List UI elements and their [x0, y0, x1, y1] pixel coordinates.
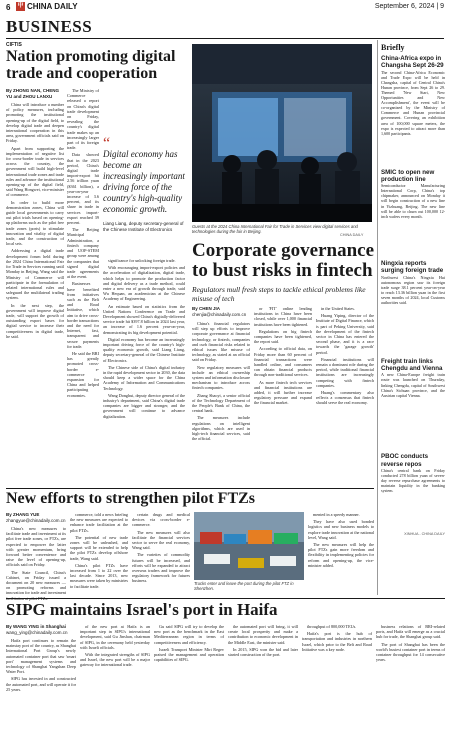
paragraph: The port of Shanghai has been the world's busiest container port in terms of container throughput for 14 consecutive years. [376, 641, 445, 663]
byline-email: wang_ying@chinadaily.com.cn [6, 630, 68, 636]
paragraph: commerce, told a news briefing the new measures are expected to enhance trade facilitation at the pilot FTZs. [70, 512, 128, 533]
article3-byline [6, 512, 66, 524]
paragraph: In the next step, the government will improve digital trade, will support the growth of outstanding export bases for digital service to increase their competitiveness in digital trade, he said. [6, 302, 64, 339]
masthead [0, 0, 450, 16]
paragraph: Huang Yiping, director of the Institute of Digital Finance, which is part of Peking University, said the development of the fintech sector in China has entered the second phase, and it is a race towards the 'garage growth' period. [316, 313, 374, 355]
paragraph: The Beijing Municipal Administration, a fintech company and UOP-STEM group were among the companies that signed digital trade agreements at the event. [67, 227, 99, 280]
article1-col1 [6, 102, 64, 482]
paragraph: An estimate based on statistics from the United Nations Conference on Trade and Development showed China's digitally-delivered service trade hit $397.8 billion in 2024 last year, an increase of 1.6 percent year-on-year, demonstrating its big development potential. [103, 303, 185, 335]
paragraph: The measures include regulations on intelligent algorithms, which are used in high-tech financial services, said the official. [192, 415, 250, 442]
paragraph: significance for unlocking foreign trade. [108, 258, 176, 263]
paragraph: China's pilot FTZs have increased from 1 to 22 over the last decade. Since 2013, new measures were taken by ministries to facilitate trade. [70, 562, 128, 589]
exhibition-photo [192, 44, 372, 222]
article1-col2 [67, 88, 99, 468]
quote-mark-icon: “ [103, 135, 111, 152]
article4-col3 [154, 624, 224, 744]
paragraph: He said the BRI has greatly promoted cross-border e-commerce expansion for China and helped participating economies. [67, 350, 99, 398]
paragraph: certain drugs and medical devices via cross-border e-commerce. [132, 512, 190, 528]
brief-title[interactable]: PBOC conducts reverse repos [381, 453, 429, 468]
article4-byline [6, 624, 76, 636]
paper-name: CHINA DAILY [27, 2, 78, 11]
byline-email: chenjia@chinadaily.com.cn [192, 312, 247, 318]
brief-title[interactable]: Ningxia reports surging foreign trade [381, 260, 444, 275]
article1-col3 [103, 258, 185, 483]
article4-rule [6, 598, 445, 599]
paragraph: mented in a speedy manner. [313, 512, 360, 517]
paragraph: The Ministry of Commerce released a report on China's digital trade development on Friday, revealing the country's digital trade makes up an increasingly larger part of its foreign trade. [67, 88, 99, 151]
brief-body: The second China-Africa Economic and Trade Expo will be held in Changsha, capital of Central China's Hunan province, from Sept 26 to 29. Themed 'New Start, New Opportunities and New Accomplishment', the event will be co-organized by the Ministry of Commerce and Hunan provincial government. Covering an exhibition area of 100,000 square meters, the expo is expected to attract more than 1,600 participants. [381, 69, 445, 136]
paragraph: Regulations on big fintech companies have been tightened, the report said. [254, 328, 312, 345]
paragraph: As more fintech tech services and financial institutions are added, it will further increase regulatory pressure and expand the financial market. [254, 379, 312, 406]
news-photo [192, 44, 372, 222]
paragraph: business relations of BRI-related ports, and Haifa will emerge as a crucial hub for trade, the Shanghai group said. [376, 624, 445, 640]
photo-credit: CHINA DAILY [340, 233, 364, 237]
paragraph: Digital economy has become an increasingly important driving force of the country's high-quality economic growth, said Liang Liang, deputy secretary-general of the Chinese Institute of Electronics. [103, 336, 185, 363]
article4-col2 [80, 624, 150, 744]
article4-headline[interactable]: SIPG maintains Israel's port in Haifa [6, 600, 278, 619]
paragraph: China will introduce a number of policy measures, including promoting the institutional opening-up of the digital field, to develop digital trade and deepen international cooperation in this area, government officials said on Friday. [6, 102, 64, 144]
paragraph: Wang Donghui, deputy director general of the industry's department, said China's digital trade companies are bigger and stronger, and the government will continue to advance digitalization. [103, 392, 185, 419]
paragraph: SIPG has invested in and constructed the automated port, and will operate it for 25 years. [6, 676, 76, 692]
paragraph: Addressing a digital trade development forum held during the 2024 China International Fair for Trade in Services running until Monday in Beijing, Wang said the Ministry of Commerce will participate in the formulation of related international rules and safeguard the multilateral trading system. [6, 248, 64, 301]
article3-col1 [6, 526, 66, 594]
paragraph: With the integrated strengths of SIPG and Israel, the new port will be a major gateway for international trade. [80, 652, 150, 668]
paragraph: Businesses have benefited from initiatives such as the Belt and Road Initiative, which aim to drive cross-border transactions and the need for Internet, fast, transparent and secure payments for trade. [67, 281, 99, 349]
ftz-photo-caption: Trucks enter and leave the port during the pilot FTZ in Shenzhen. [194, 581, 294, 592]
paragraph: With encouraging import-export policies and the acceleration of digitalization, digital trade, which helps to promote the production factor and digital delivery as a trade method, could enter a new era of growth through trade, said Wu Hequan, an academician at the Chinese Academy of Engineering. [103, 265, 185, 302]
pull-quote-attribution: Liang Liang, deputy secretary-general of the Chinese Institute of Electronics [103, 221, 184, 232]
paragraph: Zhang Shaoyi, a senior official of the Technology Department of the People's Bank of China, the central bank. [192, 392, 250, 414]
article1-byline: By ZHONG NAN, CHENG YU and ZHOU LANXU [6, 88, 60, 100]
paragraph: The new measures will also facilitate the financial services sector to serve the real economy, Wang said. [132, 529, 190, 551]
paragraph: the automated port will bring, it will create local prosperity and make a contribution to economic development in the Middle East, the minister said. [228, 624, 298, 645]
brief-title[interactable]: China-Africa expo in Changsha Sept 26-29 [381, 55, 444, 70]
ftz-photo [194, 512, 304, 580]
issue-date: September 6, 2024 | 9 [374, 3, 444, 10]
article4-col1 [6, 638, 76, 744]
article3-col4 [308, 512, 374, 594]
article4-col6 [376, 624, 445, 744]
paragraph: Apart from supporting the implementation of negative list for cross-border trade in services across the country, the government will build high-level international trade zones and trade rules and advance the institutional opening-up of the digital field, said Wang Hongwei, vice-minister of commerce. [6, 145, 64, 198]
paragraph: Huang's commentary also reflects a consensus that fintech should serve the real economy. [316, 390, 374, 406]
article2-headline[interactable]: Corporate governance to bust risks in fintech [192, 240, 375, 281]
paragraph: of the new port at Haifa is an important step in SIPG's international development, said Gu Jinshan, chairman of SIPG, in the ceremony held yesterday with Israeli officials. [80, 624, 150, 650]
byline-name: By WANG YING in Shanghai [6, 624, 66, 629]
article1-kicker: CIFTIS [6, 42, 22, 48]
paragraph: The new measures will help the pilot FTZs gain more freedom and flexibility in implementing policies for reform and opening-up, the vice-minister added. [308, 542, 374, 568]
brief-title[interactable]: Freight train links Chengdu and Vienna [381, 357, 443, 373]
article3-col2 [70, 512, 128, 594]
article3-headline[interactable]: New efforts to strengthen pilot FTZs [6, 490, 256, 507]
paragraph: or 'FIT' online lending institutions in China have been closed, while over 1,000 financial institutions have been tightened. [254, 306, 312, 327]
paragraph: The Chinese side of China's digital industry in the rapid development sector in 2030, the data should keep a wider space for the China Academy of Information and Communications Technology. [103, 364, 185, 391]
page-number: 6 [6, 3, 11, 12]
brief-title[interactable]: SMIC to open new production line [381, 168, 435, 183]
paper-logo [16, 2, 78, 11]
photo-caption: Guests at the 2024 China International Fair for Trade in Services view digital services and technologies during the fair in Beijing. [192, 224, 358, 235]
sidebar-heading: Briefly [381, 43, 405, 52]
brief-body: China's central bank on Friday conducted 278 billion yuan of seven-day reverse repurchase agreements to maintain liquidity in the banking system. [381, 467, 445, 494]
paragraph: Financial institutions will remain a dominant role during the period, while traditional financial institutions are increasingly competing with fintech companies. [316, 356, 374, 388]
paragraph: Data showed that in the 2023 period, China's digital trade import-export hit 2.56 trillion yuan ($361 billion), a year-on-year increase of 3.6 percent, and its share in trade in services import-export reached 39 percent. [67, 152, 99, 226]
section-title: BUSINESS [6, 17, 93, 36]
paragraph: In order to build more demonstration zones, China will guide local governments to carry out pilot trials based on opening-up platforms such as the pilot free trade zones (ports) to stimulate innovation and vitality of digital trade, and the construction of local sets. [6, 199, 64, 247]
article2-col2 [254, 306, 312, 481]
article3-rule [6, 488, 374, 489]
china-daily-logo-icon: 中 [17, 3, 24, 9]
article4-col5 [302, 624, 372, 744]
paragraph: The varieties of commodity futures will be increased, and efforts will be expanded to attract overseas traders and improve the regulatory framework for futures business. [132, 552, 190, 584]
paragraph: Gu said SIPG will try to develop the new port as the benchmark in the East Mediterranean region in terms of competitiveness and efficiency. [154, 624, 224, 645]
masthead-rule [6, 38, 444, 39]
byline-email: zhangyue@chinadaily.com.cn [6, 518, 66, 524]
paragraph: Israeli Transport Minister Miri Regev praised the management and operation capabilities of SIPG. [154, 646, 224, 663]
article3-col3 [132, 512, 190, 594]
brief-body: Semiconductor Manufacturing International Corp, China's top chipmaker, announced on Monday it will begin construction of a new line in Yizhuang, Beijing. The new line will be able to churn out 100,000 12-inch wafers every month. [381, 183, 445, 219]
paragraph: Haifa port continues to remain the mainstay port of the country, as Shanghai International Port Group's newly automated container port that saw 'smart port' management systems and technology of Shanghai Yangshan Deep Water Port. [6, 638, 76, 675]
paragraph: The potential of new trade zones will be unleashed, and support will be extended to help the pilot FTZs develop offshore trade, Wang said. [70, 534, 128, 561]
sidebar-credit: XINHUA - CHINA DAILY [404, 531, 445, 536]
pull-quote-text: Digital economy has become an increasingly important driving force of the country's high-quality economic growth. [103, 149, 185, 214]
paragraph: The State Council, China's Cabinet, on Friday issued a document on 20 new measures — on promoting reforms and innovation for trade and investment [6, 569, 66, 596]
paragraph: In 2015, SIPG won the bid and later started construction of the port. [228, 646, 298, 658]
article2-col3 [316, 306, 374, 481]
sidebar-divider [377, 40, 378, 595]
byline-name: By ZHANG YUE [6, 512, 40, 517]
paragraph: They have also used bonded logistics and new business models to explore trade innovation at the national level, Wang said. [308, 519, 374, 540]
briefly-sidebar [381, 40, 445, 536]
paragraph: According to official data, on Friday more than 60 percent of financial transactions were handled online, and consumers can obtain financial products through non-traditional services. [254, 346, 312, 378]
byline-name: By CHEN JIA [192, 306, 221, 311]
paragraph: in the United States. [321, 306, 355, 311]
article1-headline[interactable]: Nation promoting digital trade and cooperation [6, 48, 176, 82]
port-trucks-photo [194, 512, 304, 580]
article2-subhead: Regulators mull fresh steps to tackle ethical problems like misuse of tech [192, 285, 366, 303]
paragraph: throughput of 800,000 TEUs. [307, 624, 357, 629]
brief-body: A new China-Europe freight train route was launched on Thursday, linking Chengdu, capital of Southwest China's Sichuan province, and the Austrian capital Vienna. [381, 372, 445, 398]
paragraph: China's financial regulators will step up efforts to improve corporate governance at financial technology, or fintech, companies and curb financial risks related to ethical issues like misuse of technology, as stated at an official said on Friday. [192, 321, 250, 363]
article4-col4 [228, 624, 298, 744]
paragraph: China's new measures to facilitate trade and investment at its pilot free trade zones, or FTZs, are expected to empower the latter with greater momentum, bring forward better convenience and raise the level of opening-up, officials said on Friday. [6, 526, 66, 568]
pull-quote [103, 135, 185, 232]
article2-col1 [192, 321, 250, 481]
paragraph: Haifa's port is the hub of transportation and industries in northern Israel, which prior to the Belt and Road Initiative was a key node. [302, 631, 372, 652]
paragraph: New regulatory measures will include an ethical ownership system and information disclosure mechanism to introduce across fintech companies. [192, 364, 250, 391]
brief-body: Northwest China's Ningxia Hui autonomous region saw its foreign trade surge 38.1 percent year-on-year to reach 13.36 billion yuan in the first seven months of 2024, local Customs authorities said. [381, 274, 445, 306]
